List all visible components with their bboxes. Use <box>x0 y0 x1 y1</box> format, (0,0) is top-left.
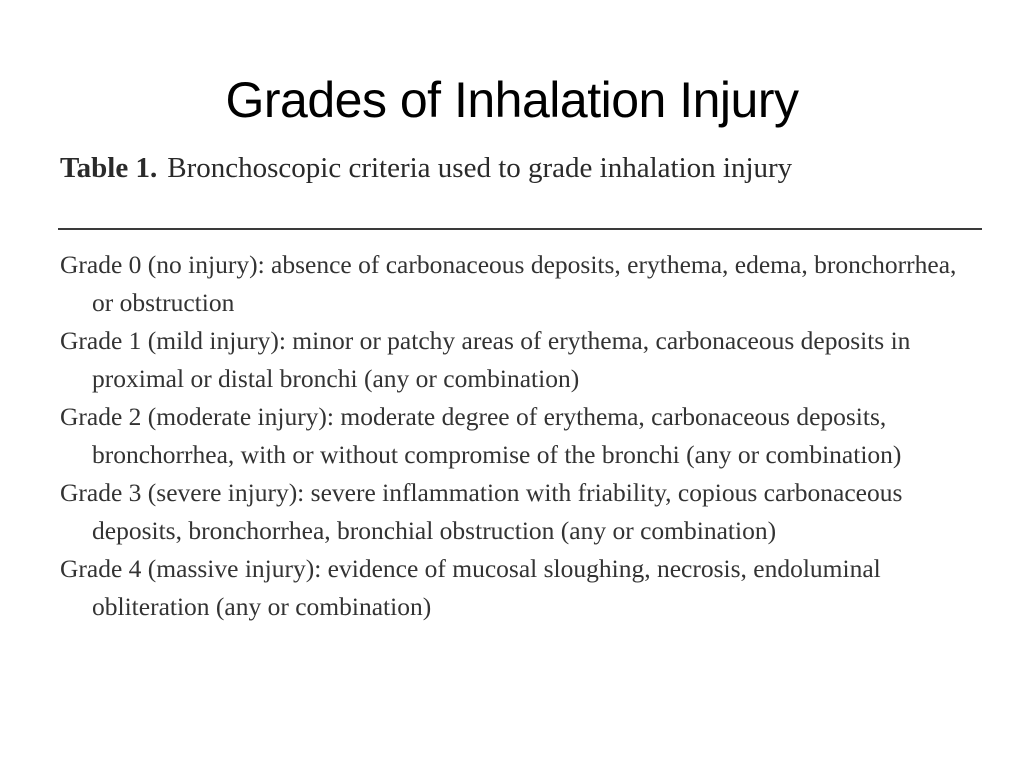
table-caption <box>60 150 900 186</box>
slide-title: Grades of Inhalation Injury <box>225 72 799 128</box>
grade-list <box>60 246 980 626</box>
grade-1-item: Grade 1 (mild injury): minor or patchy areas of erythema, carbonaceous deposits in proximal or distal bronchi (any or combination) <box>60 326 911 393</box>
grade-3-item: Grade 3 (severe injury): severe inflammation with friability, copious carbonaceous deposits, bronchorrhea, bronchial obstruction (any or combination) <box>60 478 903 545</box>
grade-4-item: Grade 4 (massive injury): evidence of mucosal sloughing, necrosis, endoluminal obliteration (any or combination) <box>60 554 881 621</box>
table-excerpt <box>48 150 988 750</box>
table-rule <box>58 228 982 230</box>
grade-2-item: Grade 2 (moderate injury): moderate degree of erythema, carbonaceous deposits, bronchorrhea, with or without compromise of the bronchi (any or combination) <box>60 402 902 469</box>
table-caption-label: Table 1. <box>60 152 158 184</box>
table-caption-text: Bronchoscopic criteria used to grade inhalation injury <box>167 152 793 184</box>
grade-0-item: Grade 0 (no injury): absence of carbonaceous deposits, erythema, edema, bronchorrhea, or obstruction <box>60 250 957 317</box>
